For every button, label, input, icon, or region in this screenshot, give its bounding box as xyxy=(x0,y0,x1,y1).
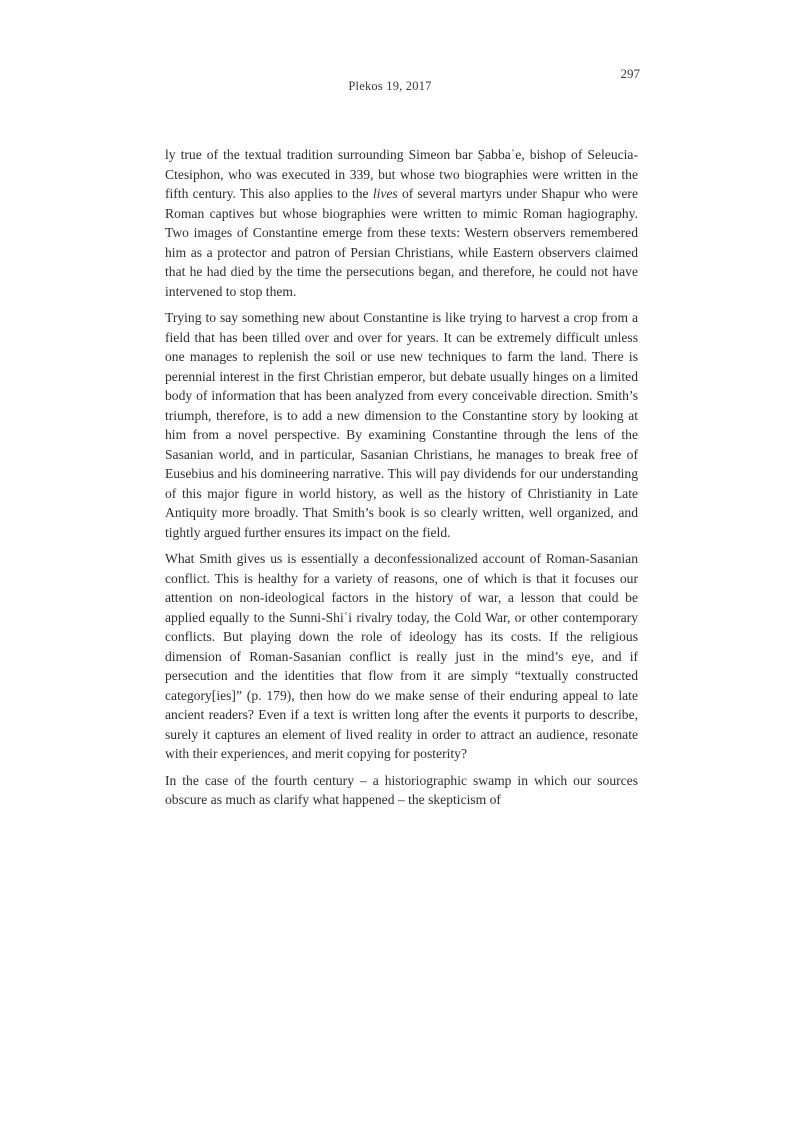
paragraph-4: In the case of the fourth century – a historiographic swamp in which our sources obscure as much as clarify what happened – the skepticism of xyxy=(165,772,638,807)
paragraph-1-text-a: ly true of the textual tradition surrounding Simeon bar Ṣabbaʿe, bishop of Seleucia-Ctesiphon, who was executed in 339, but whose two biographies were written in the fifth century. This also applies to the xyxy=(165,147,638,201)
paragraph-2: Trying to say something new about Constantine is like trying to harvest a crop from a field that has been tilled over and over for years. It can be extremely difficult unless one manages to replenish the soil or use new techniques to farm the land. There is perennial interest in the first Christian emperor, but debate usually hinges on a limited body of information that has been analyzed from every conceivable direction. Smith’s triumph, therefore, is to add a new dimension to the Constantine story by looking at him from a novel perspective. By examining Constantine through the lens of the Sasanian world, and in particular, Sasanian Christians, he manages to break free of Eusebius and his domineering narrative. This will pay dividends for our understanding of this major figure in world history, as well as the history of Christianity in Late Antiquity more broadly. That Smith’s book is so clearly written, well organized, and tightly argued further ensures its impact on the field. xyxy=(165,310,638,540)
paragraph-1-text-b: of several martyrs under Shapur who were Roman captives but whose biographies were written to mimic Roman hagiography. Two images of Constantine emerge from these texts: Western observers remembered him as a protector and patron of Persian Christians, while Eastern observers claimed that he had died by the time the persecutions began, and therefore, he could not have intervened to stop them. xyxy=(165,186,638,299)
page-number: 297 xyxy=(620,66,640,81)
paragraph-3: What Smith gives us is essentially a deconfessionalized account of Roman-Sasanian conflict. This is healthy for a variety of reasons, one of which is that it focuses our attention on non-ideological factors in the history of war, a lesson that could be applied equally to the Sunni-Shiʿi rivalry today, the Cold War, or other contemporary conflicts. But playing down the role of ideology has its costs. If the religious dimension of Roman-Sasanian conflict is really just in the mind’s eye, and if persecution and the identities that flow from it are simply “textually constructed category[ies]” (p. 179), then how do we make sense of their enduring appeal to late ancient readers? Even if a text is written long after the events it purports to describe, surely it captures an element of lived reality in order to attract an audience, resonate with their experiences, and merit copying for posterity? xyxy=(165,551,638,761)
journal-header: Plekos 19, 2017 xyxy=(348,79,432,93)
paragraph-1 xyxy=(165,145,638,301)
italic-term-lives: lives xyxy=(372,186,398,201)
text-block xyxy=(165,145,638,810)
